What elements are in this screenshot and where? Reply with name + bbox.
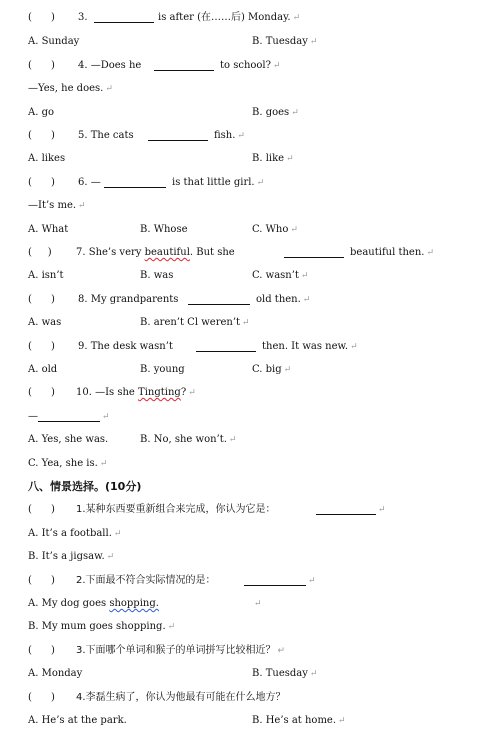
situation-1 <box>0 500 497 520</box>
option-c: C. Yea, she is. ↵ <box>28 458 108 469</box>
option-b: B. like ↵ <box>252 153 294 164</box>
option-a: A. Monday <box>28 668 83 679</box>
answer-blank <box>154 70 214 71</box>
option-line <box>0 617 497 637</box>
option-a: A. old <box>28 364 58 375</box>
answer-blank <box>284 257 344 258</box>
question-stem: beautiful then. ↵ <box>350 247 434 258</box>
question-stem: 7. She’s very beautiful. But she <box>76 247 235 258</box>
answer-paren: ( ) <box>28 504 55 515</box>
paragraph-mark-icon: ↵ <box>106 552 115 562</box>
options-row <box>0 454 497 474</box>
question-stem: old then. ↵ <box>256 294 311 305</box>
question-stem: is after (在……后) Monday. ↵ <box>158 12 301 23</box>
option-c: C. Who ↵ <box>252 224 298 235</box>
options-row <box>0 220 497 240</box>
option-c: C. big ↵ <box>252 364 292 375</box>
question-7 <box>0 243 497 263</box>
question-3 <box>0 8 497 28</box>
options-row <box>0 32 497 52</box>
question-9 <box>0 337 497 357</box>
paragraph-mark-icon: ↵ <box>426 248 434 258</box>
options-row <box>0 430 497 450</box>
answer-text: —It’s me. <box>28 200 77 211</box>
paragraph-mark-icon: ↵ <box>242 318 250 328</box>
paragraph-mark-icon: ↵ <box>188 388 196 398</box>
option-b: B. young <box>140 364 185 375</box>
answer-paren: ( ) <box>28 247 52 258</box>
answer-paren: ( ) <box>28 692 55 703</box>
paragraph-mark-icon: ↵ <box>308 576 316 586</box>
situation-4 <box>0 688 497 708</box>
answer-paren: ( ) <box>28 387 55 398</box>
option-b: B. My mum goes shopping. <box>28 621 166 632</box>
option-a: A. Yes, she was. <box>28 434 109 445</box>
question-stem: then. It was new. ↵ <box>262 341 358 352</box>
answer-paren: ( ) <box>28 12 55 23</box>
option-line <box>0 547 497 567</box>
option-b: B. Whose <box>140 224 188 235</box>
option-c: C. wasn’t ↵ <box>252 270 309 281</box>
answer-line <box>0 196 497 216</box>
option-a: A. likes <box>28 153 66 164</box>
option-b: B. was <box>140 270 174 281</box>
option-a: A. isn’t <box>28 270 64 281</box>
options-row <box>0 103 497 123</box>
spellcheck-word: beautiful <box>144 247 190 258</box>
question-stem: fish. ↵ <box>214 130 245 141</box>
options-row <box>0 664 497 684</box>
question-10 <box>0 383 497 403</box>
answer-paren: ( ) <box>28 575 55 586</box>
answer-blank <box>188 304 250 305</box>
question-4 <box>0 56 497 76</box>
answer-blank <box>244 585 306 586</box>
question-stem: 9. The desk wasn’t <box>78 341 173 352</box>
question-stem: 8. My grandparents <box>78 294 179 305</box>
option-a: A. What <box>28 224 69 235</box>
answer-paren: ( ) <box>28 60 55 71</box>
question-stem: 4.李磊生病了，你认为他最有可能在什么地方？ <box>76 692 286 703</box>
paragraph-mark-icon: ↵ <box>286 154 294 164</box>
option-b: B. Tuesday ↵ <box>252 668 318 679</box>
paragraph-mark-icon: ↵ <box>292 13 301 23</box>
paragraph-mark-icon: ↵ <box>309 669 318 679</box>
paragraph-mark-icon: ↵ <box>338 716 346 726</box>
answer-paren: ( ) <box>28 341 55 352</box>
answer-text: —Yes, he does. <box>28 83 104 94</box>
option-b: B. goes ↵ <box>252 107 299 118</box>
answer-text: — <box>28 411 38 422</box>
answer-blank <box>38 421 100 422</box>
section-8-heading <box>0 477 497 497</box>
answer-line <box>0 407 497 427</box>
option-a: A. He’s at the park. <box>28 715 127 726</box>
question-stem: 5. The cats <box>78 130 134 141</box>
paragraph-mark-icon: ↵ <box>300 271 309 281</box>
paragraph-mark-icon: ↵ <box>237 131 245 141</box>
question-stem: 1.某种东西要重新组合来完成，你认为它是： <box>76 504 276 515</box>
question-stem: 4. —Does he <box>78 60 142 71</box>
option-b: B. He’s at home. ↵ <box>252 715 346 726</box>
paragraph-mark-icon: ↵ <box>291 108 299 118</box>
grammar-check-word: shopping. <box>109 598 159 609</box>
situation-2 <box>0 571 497 591</box>
options-row <box>0 711 497 731</box>
question-stem: to school? ↵ <box>220 60 281 71</box>
answer-paren: ( ) <box>28 130 55 141</box>
section-title: 八、情景选择。(10分) <box>28 480 142 493</box>
paragraph-mark-icon: ↵ <box>99 459 108 469</box>
paragraph-mark-icon: ↵ <box>256 178 265 188</box>
question-stem: 6. — <box>78 177 101 188</box>
answer-paren: ( ) <box>28 645 55 656</box>
spellcheck-word: Tingting <box>138 387 181 398</box>
situation-3 <box>0 641 497 661</box>
paragraph-mark-icon: ↵ <box>105 84 113 94</box>
option-line <box>0 524 497 544</box>
question-6 <box>0 173 497 193</box>
option-a: A. Sunday <box>28 36 80 47</box>
paragraph-mark-icon: ↵ <box>378 505 386 515</box>
option-a: A. was <box>28 317 62 328</box>
option-b: B. aren’t Cl weren’t ↵ <box>140 317 250 328</box>
question-stem: 3. <box>78 12 88 23</box>
paragraph-mark-icon: ↵ <box>273 61 281 71</box>
paragraph-mark-icon: ↵ <box>78 201 86 211</box>
answer-paren: ( ) <box>28 294 55 305</box>
question-stem: 3.下面哪个单词和猴子的单词拼写比较相近？ ↵ <box>76 645 286 656</box>
options-row <box>0 313 497 333</box>
paragraph-mark-icon: ↵ <box>277 646 286 656</box>
answer-blank <box>104 187 166 188</box>
paragraph-mark-icon: ↵ <box>102 412 110 422</box>
question-stem: 10. —Is she Tingting? ↵ <box>76 387 196 398</box>
paragraph-mark-icon: ↵ <box>167 622 176 632</box>
paragraph-mark-icon: ↵ <box>290 225 298 235</box>
answer-blank <box>196 351 256 352</box>
option-b: B. Tuesday ↵ <box>252 36 318 47</box>
options-row <box>0 266 497 286</box>
option-a: A. go <box>28 107 55 118</box>
paragraph-mark-icon: ↵ <box>113 529 122 539</box>
paragraph-mark-icon: ↵ <box>254 599 262 609</box>
paragraph-mark-icon: ↵ <box>350 342 358 352</box>
question-5 <box>0 126 497 146</box>
option-b: B. It’s a jigsaw. <box>28 551 105 562</box>
options-row <box>0 149 497 169</box>
paragraph-mark-icon: ↵ <box>228 435 237 445</box>
paragraph-mark-icon: ↵ <box>309 37 318 47</box>
option-line <box>0 594 497 614</box>
answer-paren: ( ) <box>28 177 55 188</box>
option-b: B. No, she won’t. ↵ <box>140 434 237 445</box>
question-stem: is that little girl. ↵ <box>172 177 265 188</box>
answer-blank <box>316 514 376 515</box>
paragraph-mark-icon: ↵ <box>302 295 311 305</box>
question-stem: 2.下面最不符合实际情况的是： <box>76 575 216 586</box>
options-row <box>0 360 497 380</box>
paragraph-mark-icon: ↵ <box>283 365 292 375</box>
question-8 <box>0 290 497 310</box>
answer-blank <box>94 22 154 23</box>
option-a: A. My dog goes shopping. <box>28 598 159 609</box>
answer-blank <box>148 140 208 141</box>
option-a: A. It’s a football. <box>28 528 112 539</box>
answer-line <box>0 79 497 99</box>
